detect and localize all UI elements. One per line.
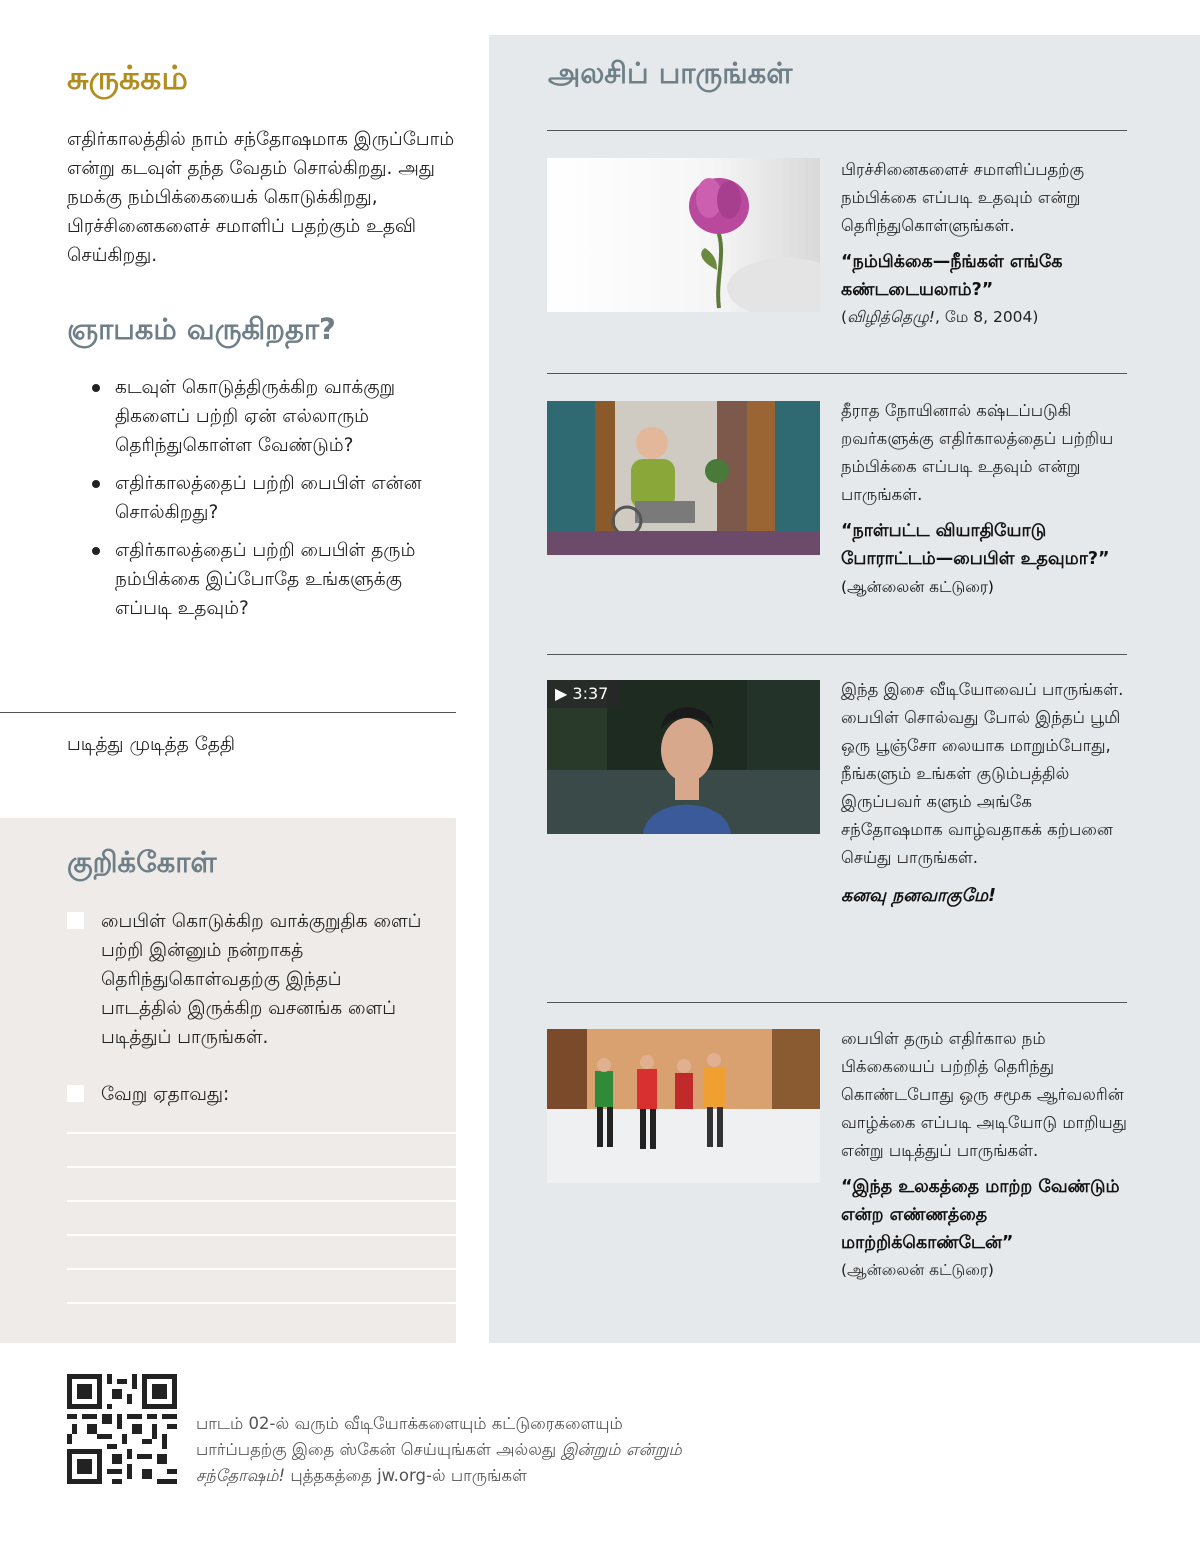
explore-entry <box>841 397 1131 601</box>
goal-checkbox[interactable] <box>67 912 84 929</box>
summary-text: எதிர்காலத்தில் நாம் சந்தோஷமாக இருப்போம் என்று கடவுள் தந்த வேதம் சொல்கிறது. அது நமக்கு நம்பிக்கையைக் கொடுக்கிறது, பிரச்சினைகளைச் சமாளிப் பதற்கும் உதவி செய்கிறது. <box>67 129 455 266</box>
explore-entry <box>841 1025 1131 1283</box>
footer-text: பாடம் 02-ல் வரும் வீடியோக்களையும் கட்டுரைகளையும் பார்ப்பதற்கு இதை ஸ்கேன் செய்யுங்கள் அல்லது இன்றும் என்றும் சந்தோஷம்! புத்தகத்தை jw.org-ல் பாருங்கள் <box>196 1414 682 1485</box>
entry-description: பிரச்சினைகளைச் சமாளிப்பதற்கு நம்பிக்கை எப்படி உதவும் என்று தெரிந்துகொள்ளுங்கள். <box>841 160 1085 235</box>
explore-entry <box>841 156 1131 330</box>
write-line[interactable] <box>67 1268 456 1270</box>
write-line[interactable] <box>67 1200 456 1202</box>
write-line[interactable] <box>67 1302 456 1304</box>
goal-checkbox[interactable] <box>67 1085 84 1102</box>
explore-title: அலசிப் பாருங்கள் <box>548 56 793 90</box>
divider <box>547 1002 1127 1003</box>
family-walking-snow-image[interactable] <box>547 1029 820 1183</box>
divider <box>547 373 1127 374</box>
pink-flower-image[interactable] <box>547 158 820 312</box>
entry-link-title[interactable]: “நாள்பட்ட வியாதியோடு போராட்டம்—பைபிள் உதவுமா?” (ஆன்லைன் கட்டுரை) <box>841 521 1110 596</box>
explore-entry <box>841 676 1131 908</box>
write-line[interactable] <box>67 1234 456 1236</box>
recall-item: கடவுள் கொடுத்திருக்கிற வாக்குறு திகளைப் பற்றி ஏன் எல்லாரும் தெரிந்துகொள்ள வேண்டும்? <box>92 373 452 460</box>
divider <box>547 130 1127 131</box>
entry-source: (ஆன்லைன் கட்டுரை) <box>841 578 994 596</box>
completion-date-label: படித்து முடித்த தேதி <box>67 734 236 755</box>
goal-text: வேறு ஏதாவது: <box>101 1084 230 1105</box>
recall-item: எதிர்காலத்தைப் பற்றி பைபிள் என்ன சொல்கிறது? <box>92 469 452 527</box>
video-duration-badge: ▶ 3:37 <box>547 680 621 708</box>
qr-code[interactable] <box>67 1374 177 1484</box>
write-line[interactable] <box>67 1166 456 1168</box>
recall-title: ஞாபகம் வருகிறதா? <box>67 312 336 346</box>
divider <box>547 654 1127 655</box>
entry-link-title[interactable]: கனவு நனவாகுமே! <box>841 886 997 906</box>
recall-list <box>92 373 452 632</box>
write-line[interactable] <box>67 1132 456 1134</box>
entry-link-title[interactable]: “இந்த உலகத்தை மாற்ற வேண்டும் என்ற எண்ணத்தை மாற்றிக்கொண்டேன்” <box>841 1177 1120 1253</box>
entry-link-title[interactable]: “நம்பிக்கை—நீங்கள் எங்கே கண்டடையலாம்?” <box>841 252 1063 300</box>
man-in-wheelchair-image[interactable] <box>547 401 820 555</box>
goals-title: குறிக்கோள் <box>67 845 217 879</box>
man-looking-up-video[interactable] <box>547 680 820 834</box>
entry-source: (ஆன்லைன் கட்டுரை) <box>841 1261 994 1279</box>
recall-item: எதிர்காலத்தைப் பற்றி பைபிள் தரும் நம்பிக்கை இப்போதே உங்களுக்கு எப்படி உதவும்? <box>92 536 452 623</box>
entry-source: (விழித்தெழு!, மே 8, 2004) <box>841 308 1039 326</box>
summary-title: சுருக்கம் <box>67 58 188 97</box>
entry-description: தீராத நோயினால் கஷ்டப்படுகி றவர்களுக்கு எதிர்காலத்தைப் பற்றிய நம்பிக்கை எப்படி உதவும் என்று பாருங்கள். <box>841 401 1114 504</box>
play-icon: ▶ <box>555 684 568 703</box>
divider <box>0 712 456 713</box>
entry-description: பைபிள் தரும் எதிர்கால நம் பிக்கையைப் பற்றித் தெரிந்து கொண்டபோது ஒரு சமூக ஆர்வலரின் வாழ்க்கை எப்படி அடியோடு மாறியது என்று படித்துப் பாருங்கள். <box>841 1029 1127 1160</box>
entry-description: இந்த இசை வீடியோவைப் பாருங்கள். பைபிள் சொல்வது போல் இந்தப் பூமி ஒரு பூஞ்சோ லையாக மாறும்போது, நீங்களும் உங்கள் குடும்பத்தில் இருப்பவர் களும் அங்கே சந்தோஷமாக வாழ்வதாகக் கற்பனை செய்து பாருங்கள். <box>841 680 1124 867</box>
goal-text: பைபிள் கொடுக்கிற வாக்குறுதிக ளைப் பற்றி இன்னும் நன்றாகத் தெரிந்துகொள்வதற்கு இந்தப் பாடத்தில் இருக்கிற வசனங்க ளைப் படித்துப் பாருங்கள். <box>101 911 422 1048</box>
